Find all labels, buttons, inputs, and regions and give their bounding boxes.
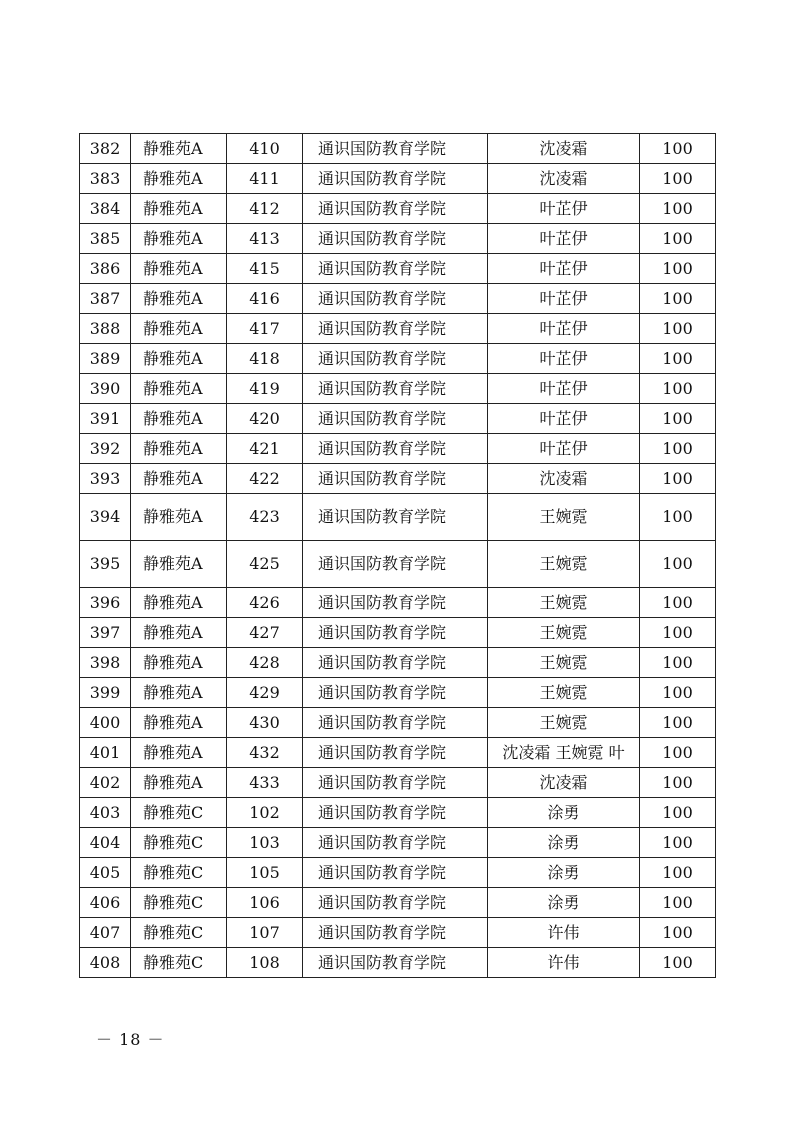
cell-building: 静雅苑C <box>131 948 227 978</box>
cell-college: 通识国防教育学院 <box>303 344 488 374</box>
cell-number: 385 <box>80 224 131 254</box>
table-row <box>80 284 716 314</box>
cell-building: 静雅苑A <box>131 618 227 648</box>
cell-building: 静雅苑C <box>131 828 227 858</box>
cell-room: 416 <box>227 284 303 314</box>
cell-college: 通识国防教育学院 <box>303 194 488 224</box>
cell-number: 402 <box>80 768 131 798</box>
cell-number: 394 <box>80 494 131 541</box>
table-row <box>80 344 716 374</box>
table-row <box>80 738 716 768</box>
cell-score: 100 <box>640 798 716 828</box>
cell-score: 100 <box>640 678 716 708</box>
cell-room: 428 <box>227 648 303 678</box>
cell-building: 静雅苑A <box>131 494 227 541</box>
cell-number: 383 <box>80 164 131 194</box>
table-row <box>80 404 716 434</box>
cell-building: 静雅苑A <box>131 254 227 284</box>
cell-building: 静雅苑A <box>131 284 227 314</box>
cell-college: 通识国防教育学院 <box>303 464 488 494</box>
cell-person: 许伟 <box>488 918 640 948</box>
cell-college: 通识国防教育学院 <box>303 164 488 194</box>
cell-score: 100 <box>640 284 716 314</box>
table-row <box>80 254 716 284</box>
table-row <box>80 948 716 978</box>
cell-building: 静雅苑A <box>131 224 227 254</box>
cell-score: 100 <box>640 164 716 194</box>
cell-building: 静雅苑A <box>131 588 227 618</box>
cell-room: 107 <box>227 918 303 948</box>
cell-score: 100 <box>640 314 716 344</box>
cell-building: 静雅苑A <box>131 404 227 434</box>
table-row <box>80 541 716 588</box>
cell-room: 415 <box>227 254 303 284</box>
cell-room: 427 <box>227 618 303 648</box>
cell-score: 100 <box>640 918 716 948</box>
table-row <box>80 918 716 948</box>
cell-room: 425 <box>227 541 303 588</box>
cell-number: 401 <box>80 738 131 768</box>
cell-number: 390 <box>80 374 131 404</box>
cell-person: 沈凌霜 <box>488 464 640 494</box>
table-row <box>80 618 716 648</box>
cell-score: 100 <box>640 948 716 978</box>
cell-building: 静雅苑C <box>131 858 227 888</box>
cell-number: 408 <box>80 948 131 978</box>
table-row <box>80 828 716 858</box>
cell-number: 406 <box>80 888 131 918</box>
cell-person: 沈凌霜 <box>488 164 640 194</box>
cell-score: 100 <box>640 134 716 164</box>
cell-number: 388 <box>80 314 131 344</box>
cell-college: 通识国防教育学院 <box>303 134 488 164</box>
cell-college: 通识国防教育学院 <box>303 648 488 678</box>
cell-college: 通识国防教育学院 <box>303 918 488 948</box>
cell-number: 398 <box>80 648 131 678</box>
cell-room: 102 <box>227 798 303 828</box>
inspection-table <box>79 133 716 978</box>
cell-number: 395 <box>80 541 131 588</box>
cell-number: 407 <box>80 918 131 948</box>
cell-building: 静雅苑C <box>131 798 227 828</box>
table-row <box>80 434 716 464</box>
table-row <box>80 494 716 541</box>
cell-room: 103 <box>227 828 303 858</box>
cell-room: 419 <box>227 374 303 404</box>
cell-college: 通识国防教育学院 <box>303 224 488 254</box>
cell-college: 通识国防教育学院 <box>303 738 488 768</box>
table-row <box>80 314 716 344</box>
cell-person: 叶芷伊 <box>488 224 640 254</box>
table-row <box>80 858 716 888</box>
cell-college: 通识国防教育学院 <box>303 284 488 314</box>
cell-college: 通识国防教育学院 <box>303 618 488 648</box>
cell-room: 411 <box>227 164 303 194</box>
cell-number: 387 <box>80 284 131 314</box>
table-body <box>80 134 716 978</box>
cell-score: 100 <box>640 648 716 678</box>
cell-person: 涂勇 <box>488 858 640 888</box>
cell-score: 100 <box>640 344 716 374</box>
cell-room: 422 <box>227 464 303 494</box>
cell-college: 通识国防教育学院 <box>303 254 488 284</box>
cell-person: 许伟 <box>488 948 640 978</box>
cell-room: 432 <box>227 738 303 768</box>
cell-building: 静雅苑A <box>131 134 227 164</box>
cell-building: 静雅苑A <box>131 541 227 588</box>
cell-college: 通识国防教育学院 <box>303 314 488 344</box>
table-row <box>80 224 716 254</box>
cell-person: 叶芷伊 <box>488 194 640 224</box>
cell-college: 通识国防教育学院 <box>303 541 488 588</box>
cell-number: 393 <box>80 464 131 494</box>
cell-room: 420 <box>227 404 303 434</box>
cell-building: 静雅苑A <box>131 678 227 708</box>
cell-person: 叶芷伊 <box>488 284 640 314</box>
cell-person: 王婉霓 <box>488 648 640 678</box>
cell-college: 通识国防教育学院 <box>303 588 488 618</box>
cell-score: 100 <box>640 464 716 494</box>
cell-college: 通识国防教育学院 <box>303 828 488 858</box>
cell-room: 426 <box>227 588 303 618</box>
cell-building: 静雅苑C <box>131 918 227 948</box>
cell-number: 405 <box>80 858 131 888</box>
cell-score: 100 <box>640 588 716 618</box>
cell-college: 通识国防教育学院 <box>303 708 488 738</box>
cell-number: 400 <box>80 708 131 738</box>
cell-score: 100 <box>640 374 716 404</box>
cell-person: 涂勇 <box>488 798 640 828</box>
cell-building: 静雅苑A <box>131 164 227 194</box>
table-row <box>80 708 716 738</box>
cell-room: 418 <box>227 344 303 374</box>
cell-college: 通识国防教育学院 <box>303 888 488 918</box>
cell-room: 433 <box>227 768 303 798</box>
cell-score: 100 <box>640 254 716 284</box>
table-row <box>80 678 716 708</box>
cell-score: 100 <box>640 404 716 434</box>
cell-number: 391 <box>80 404 131 434</box>
cell-number: 396 <box>80 588 131 618</box>
cell-room: 412 <box>227 194 303 224</box>
cell-person: 沈凌霜 王婉霓 叶 <box>488 738 640 768</box>
cell-score: 100 <box>640 708 716 738</box>
table-row <box>80 798 716 828</box>
cell-college: 通识国防教育学院 <box>303 434 488 464</box>
table-row <box>80 374 716 404</box>
cell-college: 通识国防教育学院 <box>303 494 488 541</box>
table-row <box>80 648 716 678</box>
cell-score: 100 <box>640 858 716 888</box>
cell-number: 404 <box>80 828 131 858</box>
cell-number: 399 <box>80 678 131 708</box>
cell-room: 410 <box>227 134 303 164</box>
cell-score: 100 <box>640 434 716 464</box>
cell-person: 王婉霓 <box>488 541 640 588</box>
cell-score: 100 <box>640 618 716 648</box>
cell-score: 100 <box>640 541 716 588</box>
cell-room: 417 <box>227 314 303 344</box>
cell-person: 王婉霓 <box>488 618 640 648</box>
table-row <box>80 768 716 798</box>
cell-person: 王婉霓 <box>488 678 640 708</box>
cell-person: 王婉霓 <box>488 708 640 738</box>
cell-room: 413 <box>227 224 303 254</box>
page-number: － 18 － <box>96 1030 165 1049</box>
table-row <box>80 588 716 618</box>
table-row <box>80 888 716 918</box>
cell-score: 100 <box>640 828 716 858</box>
cell-college: 通识国防教育学院 <box>303 768 488 798</box>
cell-building: 静雅苑A <box>131 344 227 374</box>
cell-building: 静雅苑A <box>131 314 227 344</box>
cell-room: 429 <box>227 678 303 708</box>
cell-person: 王婉霓 <box>488 588 640 618</box>
cell-number: 392 <box>80 434 131 464</box>
cell-room: 108 <box>227 948 303 978</box>
cell-college: 通识国防教育学院 <box>303 678 488 708</box>
cell-person: 沈凌霜 <box>488 134 640 164</box>
table-row <box>80 134 716 164</box>
cell-number: 397 <box>80 618 131 648</box>
cell-person: 叶芷伊 <box>488 374 640 404</box>
cell-building: 静雅苑A <box>131 738 227 768</box>
cell-person: 涂勇 <box>488 888 640 918</box>
cell-number: 386 <box>80 254 131 284</box>
cell-person: 涂勇 <box>488 828 640 858</box>
cell-college: 通识国防教育学院 <box>303 798 488 828</box>
cell-score: 100 <box>640 494 716 541</box>
cell-number: 382 <box>80 134 131 164</box>
cell-building: 静雅苑A <box>131 648 227 678</box>
cell-person: 王婉霓 <box>488 494 640 541</box>
cell-building: 静雅苑A <box>131 194 227 224</box>
cell-room: 430 <box>227 708 303 738</box>
cell-person: 叶芷伊 <box>488 254 640 284</box>
cell-person: 叶芷伊 <box>488 404 640 434</box>
cell-score: 100 <box>640 194 716 224</box>
cell-room: 423 <box>227 494 303 541</box>
cell-building: 静雅苑A <box>131 464 227 494</box>
cell-building: 静雅苑A <box>131 768 227 798</box>
cell-person: 叶芷伊 <box>488 314 640 344</box>
cell-building: 静雅苑C <box>131 888 227 918</box>
cell-person: 叶芷伊 <box>488 344 640 374</box>
cell-room: 106 <box>227 888 303 918</box>
cell-score: 100 <box>640 768 716 798</box>
table-row <box>80 164 716 194</box>
cell-room: 105 <box>227 858 303 888</box>
cell-score: 100 <box>640 224 716 254</box>
table-row <box>80 464 716 494</box>
cell-college: 通识国防教育学院 <box>303 948 488 978</box>
cell-college: 通识国防教育学院 <box>303 858 488 888</box>
cell-building: 静雅苑A <box>131 708 227 738</box>
cell-building: 静雅苑A <box>131 434 227 464</box>
cell-score: 100 <box>640 738 716 768</box>
cell-score: 100 <box>640 888 716 918</box>
cell-room: 421 <box>227 434 303 464</box>
cell-number: 389 <box>80 344 131 374</box>
cell-number: 403 <box>80 798 131 828</box>
cell-person: 叶芷伊 <box>488 434 640 464</box>
cell-number: 384 <box>80 194 131 224</box>
cell-person: 沈凌霜 <box>488 768 640 798</box>
cell-college: 通识国防教育学院 <box>303 374 488 404</box>
table-row <box>80 194 716 224</box>
cell-college: 通识国防教育学院 <box>303 404 488 434</box>
cell-building: 静雅苑A <box>131 374 227 404</box>
